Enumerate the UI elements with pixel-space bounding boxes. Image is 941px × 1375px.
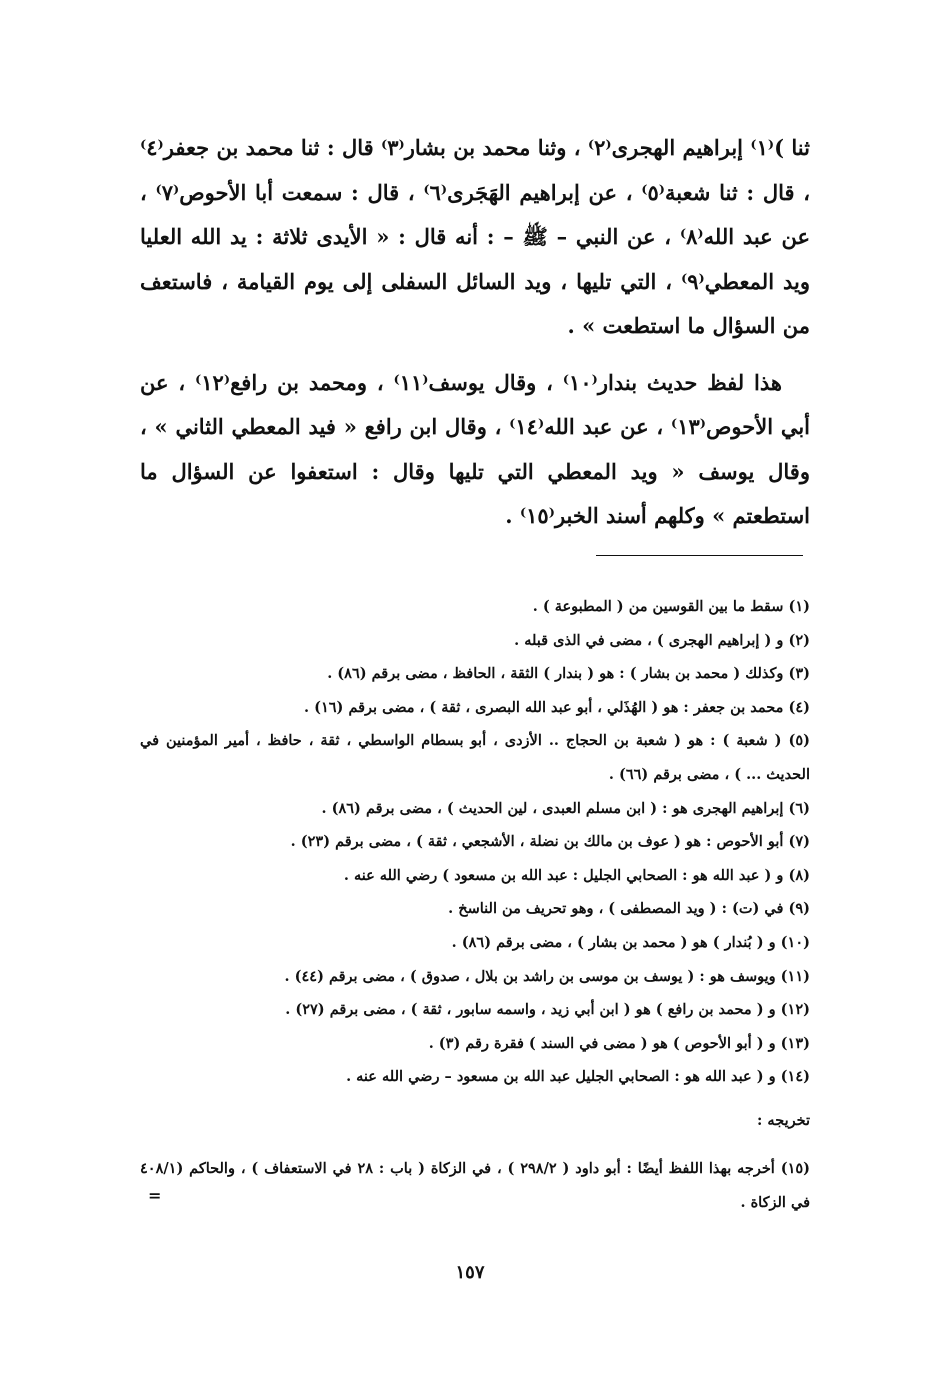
footnote-2: (٢) و ( إبراهيم الهجرى ) ، مضى في الذى قبله . [514,631,810,649]
page-number: ١٥٧ [455,1262,485,1283]
footnote-9: (٩) في (ت) : ( ويد المصطفى ) ، وهو تحريف من الناسخ . [448,900,810,918]
takhrij-heading: تخريجه : [757,1111,810,1129]
footnote-3: (٣) وكذلك ( محمد بن بشار ) : هو ( بندار ) الثقة ، الحافظ ، مضى برقم (٨٦) . [327,665,810,683]
main-paragraph-commentary: هذا لفظ حديث بندار⁽١٠⁾ ، وقال يوسف⁽١١⁾ ، ومحمد بن رافع⁽١٢⁾ ، عن أبي الأحوص⁽١٣⁾ ، عن عبد الله⁽١٤⁾ ، وقال ابن رافع « فيد المعطي الثاني » ، وقال يوسف « ويد المعطي التي تليها وقال : استعفوا عن السؤال ما استطعتم » وكلهم أسند الخبر⁽١٥⁾ . [140,369,811,528]
main-paragraph-hadith: ثنا )⁽١⁾ إبراهيم الهجرى⁽٢⁾ ، وثنا محمد بن بشار⁽٣⁾ قال : ثنا محمد بن جعفر⁽٤⁾ ، قال : ثنا شعبة⁽٥⁾ ، عن إبراهيم الهَجَرى⁽٦⁾ ، قال : سمعت أبا الأحوص⁽٧⁾ ، عن عبد الله⁽٨⁾ ، عن النبي – ﷺ – : أنه قال : « الأيدى ثلاثة : يد الله العليا ويد المعطي⁽٩⁾ ، التي تليها ، ويد السائل السفلى إلى يوم القيامة ، فاستعف من السؤال ما استطعت » . [140,135,811,338]
footnote-15: (١٥) أخرجه بهذا اللفظ أيضًا : أبو داود ( ٢٩٨/٢ ) ، في الزكاة ( باب : ٢٨ في الاستعفاف ) ، والحاكم (٤٠٨/١ في الزكاة . [140,1160,811,1211]
footnote-6: (٦) إبراهيم الهجرى هو : ( ابن مسلم العبدى ، لين الحديث ) ، مضى برقم (٨٦) . [321,799,810,817]
footnote-12: (١٢) و ( محمد بن رافع ) هو ( ابن أبي زيد ، واسمه سابور ، ثقة ) ، مضى برقم (٢٧) . [285,1001,810,1019]
main-text-block [140,126,810,539]
footnote-10: (١٠) و ( بُندار ) هو ( محمد بن بشار ) ، مضى برقم (٨٦) . [451,933,810,951]
footnote-separator [596,555,803,556]
footnote-13: (١٣) و ( أبو الأحوص ) هو ( مضى في السند ) فقرة رقم (٣) . [428,1034,810,1052]
footnote-7: (٧) أبو الأحوص : هو ( عوف بن مالك بن نضلة ، الأشجعي ، ثقة ) ، مضى برقم (٢٣) . [290,833,810,851]
footnote-5: (٥) ( شعبة ) : هو ( شعبة بن الحجاج .. الأزدى ، أبو بسطام الواسطي ، ثقة ، حافظ ، أمير المؤمنين في الحديث ... ) ، مضى برقم (٦٦) . [140,732,810,783]
footnotes-block [140,590,810,1234]
footnote-14: (١٤) و ( عبد الله هو : الصحابي الجليل عبد الله بن مسعود – رضي الله عنه . [346,1068,810,1086]
footnote-8: (٨) و ( عبد الله هو : الصحابي الجليل : عبد الله بن مسعود ) رضي الله عنه . [343,866,810,884]
footnote-11: (١١) ويوسف هو : ( يوسف بن موسى بن راشد بن بلال ، صدوق ) ، مضى برقم (٤٤) . [284,967,810,985]
footnote-1: (١) سقط ما بين القوسين من ( المطبوعة ) . [532,598,810,615]
footnote-4: (٤) محمد بن جعفر : هو ( الهُذَلي ، أبو عبد الله البصرى ، ثقة ) ، مضى برقم (١٦) . [304,698,810,716]
continuation-mark: = [148,1186,162,1205]
